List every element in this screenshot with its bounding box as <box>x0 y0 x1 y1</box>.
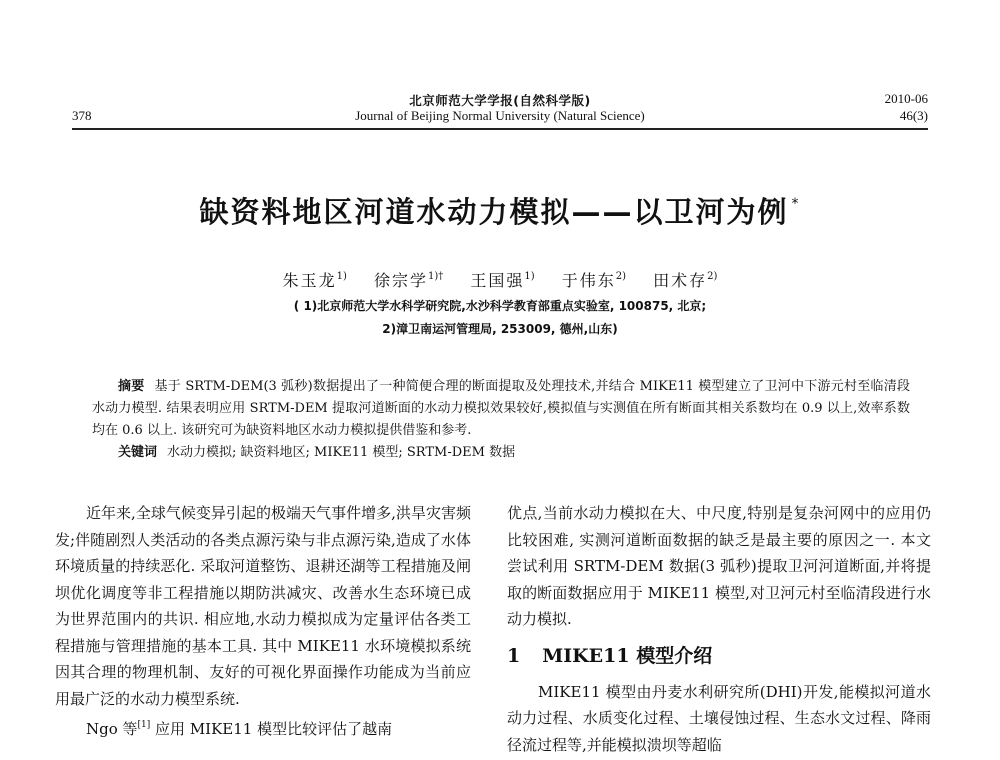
abstract <box>92 376 910 442</box>
author: 田术存$^{2)}$ <box>653 271 718 290</box>
body-left-column <box>55 500 471 743</box>
volume-issue: 46(3) <box>899 108 928 123</box>
author: 于伟东$^{2)}$ <box>561 271 627 290</box>
header-rule <box>72 128 928 130</box>
author: 徐宗学$^{1)\dagger}$ <box>373 271 444 290</box>
journal-title-cn: 北京师范大学学报(自然科学版) <box>409 93 591 108</box>
abstract-block <box>92 376 910 464</box>
journal-title-en: Journal of Beijing Normal University (Natural Science) <box>355 108 645 123</box>
body-paragraph: Ngo 等[1] 应用 MIKE11 模型比较评估了越南 <box>86 720 393 738</box>
abstract-label: 摘要 <box>118 379 145 394</box>
author-list <box>0 268 1000 291</box>
affiliation-1: ( 1)北京师范大学水科学研究院,水沙科学教育部重点实验室, 100875, 北京; <box>293 299 707 313</box>
issue-date: 2010-06 <box>884 91 928 106</box>
citation-link[interactable]: [1] <box>137 720 151 730</box>
paper-title-text: 缺资料地区河道水动力模拟——以卫河为例 <box>199 195 789 229</box>
keywords-label: 关键词 <box>118 445 158 460</box>
keywords <box>92 442 910 464</box>
section-title: MIKE11 模型介绍 <box>542 644 713 667</box>
paper-title <box>0 190 1000 231</box>
title-footnote-mark: * <box>791 196 801 212</box>
body-paragraph: MIKE11 模型由丹麦水利研究所(DHI)开发,能模拟河道水动力过程、水质变化过程、土壤侵蚀过程、生态水文过程、降雨径流过程等,并能模拟溃坝等超临 <box>507 682 931 754</box>
body-paragraph: 优点,当前水动力模拟在大、中尺度,特别是复杂河网中的应用仍比较困难, 实测河道断面数据的缺乏是最主要的原因之一. 本文尝试利用 SRTM-DEM 数据(3 弧秒)提取卫河河道断面,并将提取的断面数据应用于 MIKE11 模型,对卫河元村至临清段进行水动力模拟. <box>507 504 931 628</box>
author: 朱玉龙$^{1)}$ <box>282 271 347 290</box>
abstract-text: 基于 SRTM-DEM(3 弧秒)数据提出了一种简便合理的断面提取及处理技术,并结合 MIKE11 模型建立了卫河中下游元村至临清段水动力模型. 结果表明应用 SRTM-DEM 提取河道断面的水动力模拟效果较好,模拟值与实测值在所有断面其相关系数均在 0.9 以上,效率系数均在 0.6 以上. 该研究可为缺资料地区水动力模拟提供借鉴和参考. <box>92 379 910 438</box>
page-number: 378 <box>72 108 92 123</box>
section-heading <box>507 641 931 671</box>
keywords-text: 水动力模拟; 缺资料地区; MIKE11 模型; SRTM-DEM 数据 <box>167 445 516 460</box>
body-paragraph: 近年来,全球气候变异引起的极端天气事件增多,洪旱灾害频发;伴随剧烈人类活动的各类点源污染与非点源污染,造成了水体环境质量的持续恶化. 采取河道整饬、退耕还湖等工程措施及闸坝优化调度等非工程措施以期防洪减灾、改善水生态环境已成为世界范围内的共识. 相应地,水动力模拟成为定量评估各类工程措施与管理措施的基本工具. 其中 MIKE11 水环境模拟系统因其合理的物理机制、友好的可视化界面操作功能成为当前应用最广泛的水动力模型系统. <box>55 504 471 708</box>
section-number: 1 <box>507 644 521 667</box>
author: 王国强$^{1)}$ <box>470 271 535 290</box>
affiliation-2: 2)漳卫南运河管理局, 253009, 德州,山东) <box>382 322 618 336</box>
body-right-column <box>507 500 931 758</box>
